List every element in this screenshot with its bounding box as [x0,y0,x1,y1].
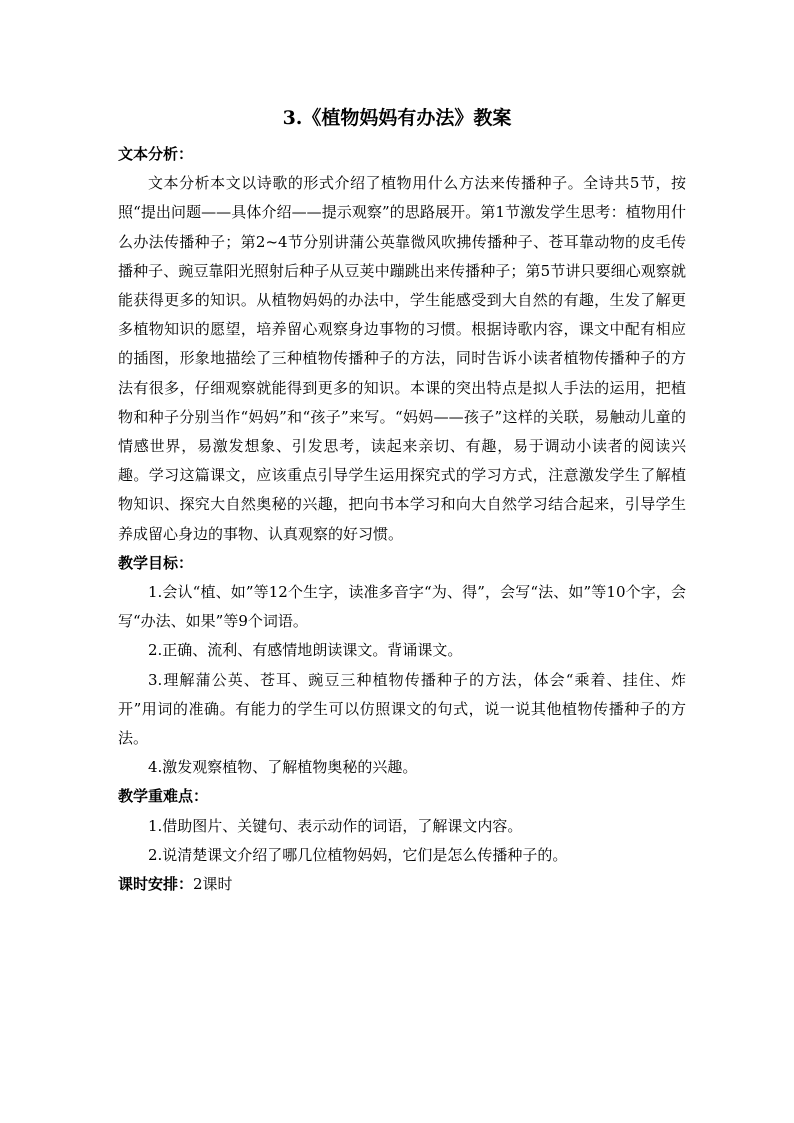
objective-item: 4.激发观察植物、了解植物奥秘的兴趣。 [148,758,418,777]
schedule-line [118,870,686,899]
objective-item: 3.理解蒲公英、苍耳、豌豆三种植物传播种子的方法，体会“乘着、挂住、炸开”用词的准确。有能力的学生可以仿照课文的句式，说一说其他植物传播种子的方法。 [118,670,686,748]
section-heading-key-points: 教学重难点： [118,787,209,806]
objective-item: 1.会认“植、如”等12个生字，读准多音字“为、得”，会写“法、如”等10个字，会写“办法、如果”等9个词语。 [118,583,686,631]
document-title: 3.《植物妈妈有办法》教案 [282,107,512,129]
objective-item: 2.正确、流利、有感情地朗读课文。背诵课文。 [148,641,463,660]
analysis-paragraph: 文本分析本文以诗歌的形式介绍了植物用什么方法来传播种子。全诗共5节，按照“提出问题——具体介绍——提示观察”的思路展开。第1节激发学生思考：植物用什么办法传播种子；第2~4节分别讲蒲公英靠微风吹拂传播种子、苍耳靠动物的皮毛传播种子、豌豆靠阳光照射后种子从豆荚中蹦跳出来传播种子；第5节讲只要细心观察就能获得更多的知识。从植物妈妈的办法中，学生能感受到大自然的有趣，生发了解更多植物知识的愿望，培养留心观察身边事物的习惯。根据诗歌内容，课文中配有相应的插图，形象地描绘了三种植物传播种子的方法，同时告诉小读者植物传播种子的方法有很多，仔细观察就能得到更多的知识。本课的突出特点是拟人手法的运用，把植物和种子分别当作“妈妈”和“孩子”来写。“妈妈——孩子”这样的关联，易触动儿童的情感世界，易激发想象、引发思考，读起来亲切、有趣，易于调动小读者的阅读兴趣。学习这篇课文，应该重点引导学生运用探究式的学习方式，注意激发学生了解植物知识、探究大自然奥秘的兴趣，把向书本学习和向大自然学习结合起来，引导学生养成留心身边的事物、认真观察的好习惯。 [118,174,686,543]
schedule-label: 课时安排： [118,875,194,894]
section-heading-analysis: 文本分析： [118,145,194,163]
key-point-item: 1.借助图片、关键句、表示动作的词语，了解课文内容。 [148,816,523,835]
section-heading-objectives: 教学目标： [118,553,194,572]
schedule-value: 2课时 [193,875,233,894]
document-body [118,140,686,899]
key-point-item: 2.说清楚课文介绍了哪几位植物妈妈，它们是怎么传播种子的。 [148,845,568,864]
